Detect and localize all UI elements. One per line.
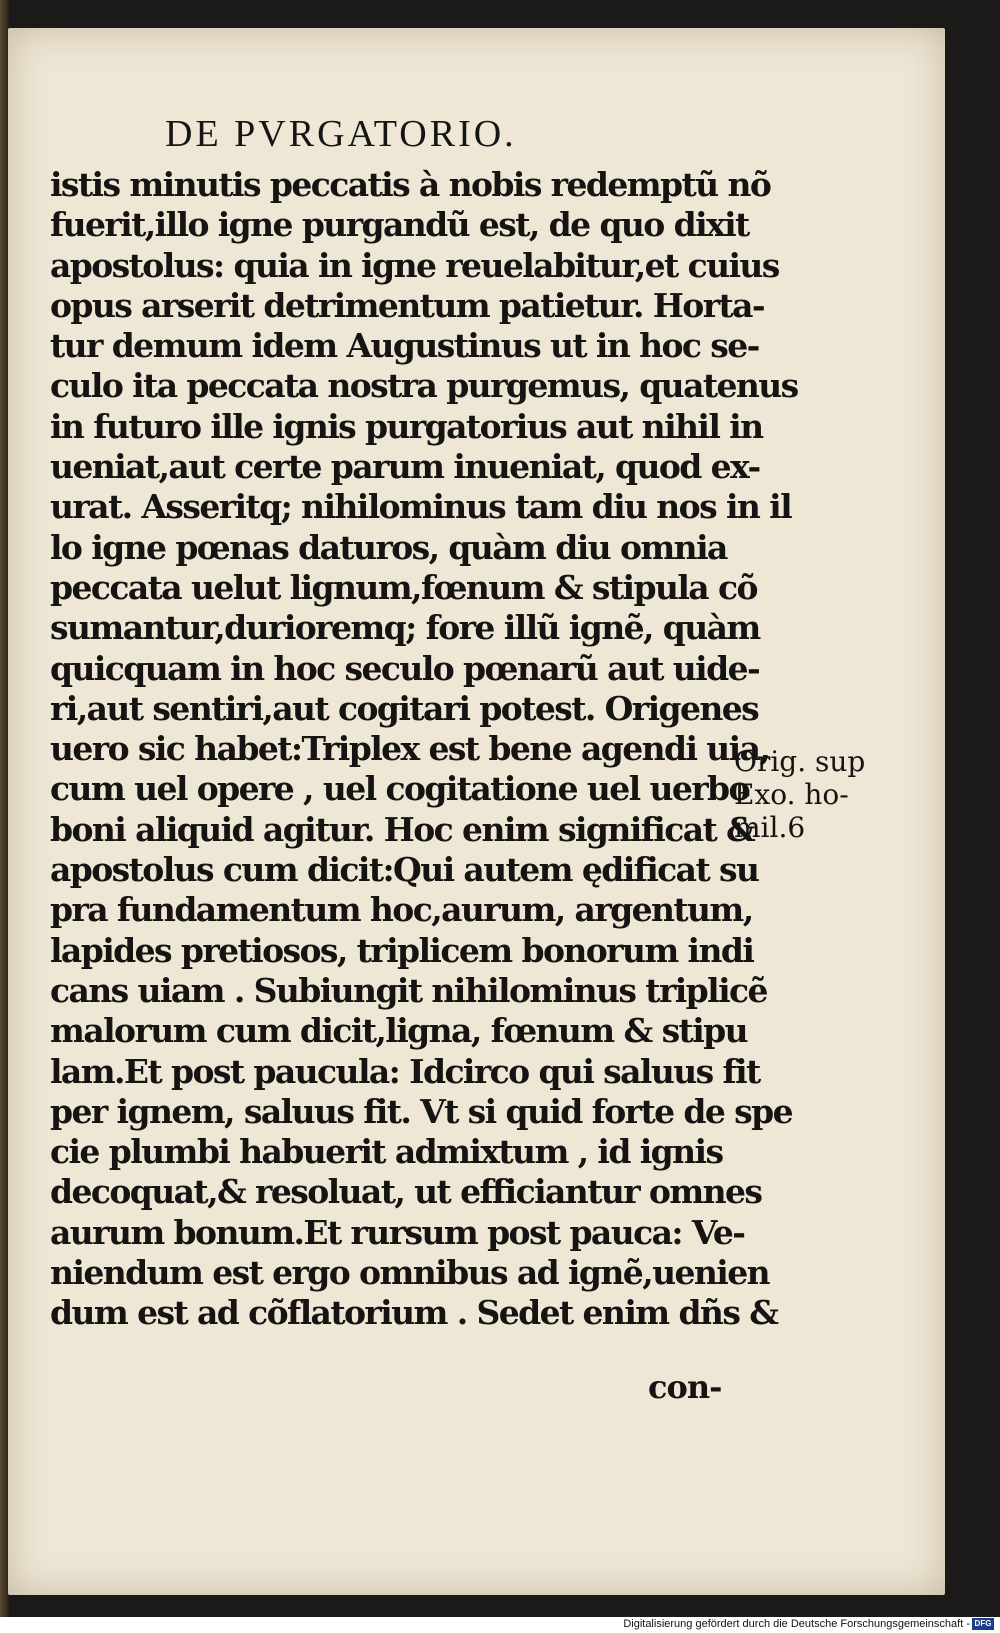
text-line: cans uiam . Subiungit nihilominus triplicẽ [50,970,767,1010]
marginal-note [734,745,864,844]
marginal-line: Orig. sup [734,745,866,778]
text-line: tur demum idem Augustinus ut in hoc se- [50,326,759,366]
text-line: in futuro ille ignis purgatorius aut nihil in [50,406,763,446]
text-line: apostolus cum dicit:Qui autem ędificat su [50,850,759,890]
text-line: apostolus: quia in igne reuelabitur,et cuius [50,245,779,285]
text-line: pra fundamentum hoc,aurum, argentum, [50,890,753,930]
text-line: culo ita peccata nostra purgemus, quatenus [50,366,798,406]
digitization-credit: Digitalisierung gefördert durch die Deutsche Forschungsgemeinschaft - [623,1618,970,1630]
text-line: dum est ad cõflatorium . Sedet enim dñs & [50,1293,778,1333]
text-line: uero sic habet:Triplex est bene agendi uia, [50,729,770,769]
catchword: con- [648,1368,722,1406]
text-line: ueniat,aut certe parum inueniat, quod ex- [50,447,760,487]
text-line: cum uel opere , uel cogitatione uel uerbo [50,769,749,809]
text-line: opus arserit detrimentum patietur. Horta- [50,285,765,325]
text-line: boni aliquid agitur. Hoc enim significat & [50,809,755,849]
text-line: per ignem, saluus fit. Vt si quid forte de spe [50,1091,792,1131]
text-line: lapides pretiosos, triplicem bonorum indi [50,930,754,970]
text-line: cie plumbi habuerit admixtum , id ignis [50,1132,723,1172]
text-line: urat. Asseritq; nihilominus tam diu nos in il [50,487,792,527]
running-head: DE PVRGATORIO. [165,113,517,155]
text-line: quicquam in hoc seculo pœnarũ aut uide- [50,648,760,688]
text-line: malorum cum dicit,ligna, fœnum & stipu [50,1011,748,1051]
text-line: aurum bonum.Et rursum post pauca: Ve- [50,1212,745,1252]
marginal-line: Exo. ho- [734,778,849,811]
dfg-logo: DFG [972,1618,994,1630]
text-line: fuerit,illo igne purgandũ est, de quo dixit [50,205,749,245]
text-line: decoquat,& resoluat, ut efficiantur omnes [50,1172,762,1212]
text-line: lam.Et post paucula: Idcirco qui saluus fit [50,1051,760,1091]
text-line: sumantur,durioremq; fore illũ ignẽ, quàm [50,608,760,648]
text-line: niendum est ergo omnibus ad ignẽ,uenien [50,1253,769,1293]
text-line: lo igne pœnas daturos, quàm diu omnia [50,527,727,567]
text-line: peccata uelut lignum,fœnum & stipula cõ [50,567,757,607]
text-line: istis minutis peccatis à nobis redemptũ nõ [50,165,771,204]
marginal-line: mil.6 [734,811,806,844]
text-line: ri,aut sentiri,aut cogitari potest. Origenes [50,688,759,728]
